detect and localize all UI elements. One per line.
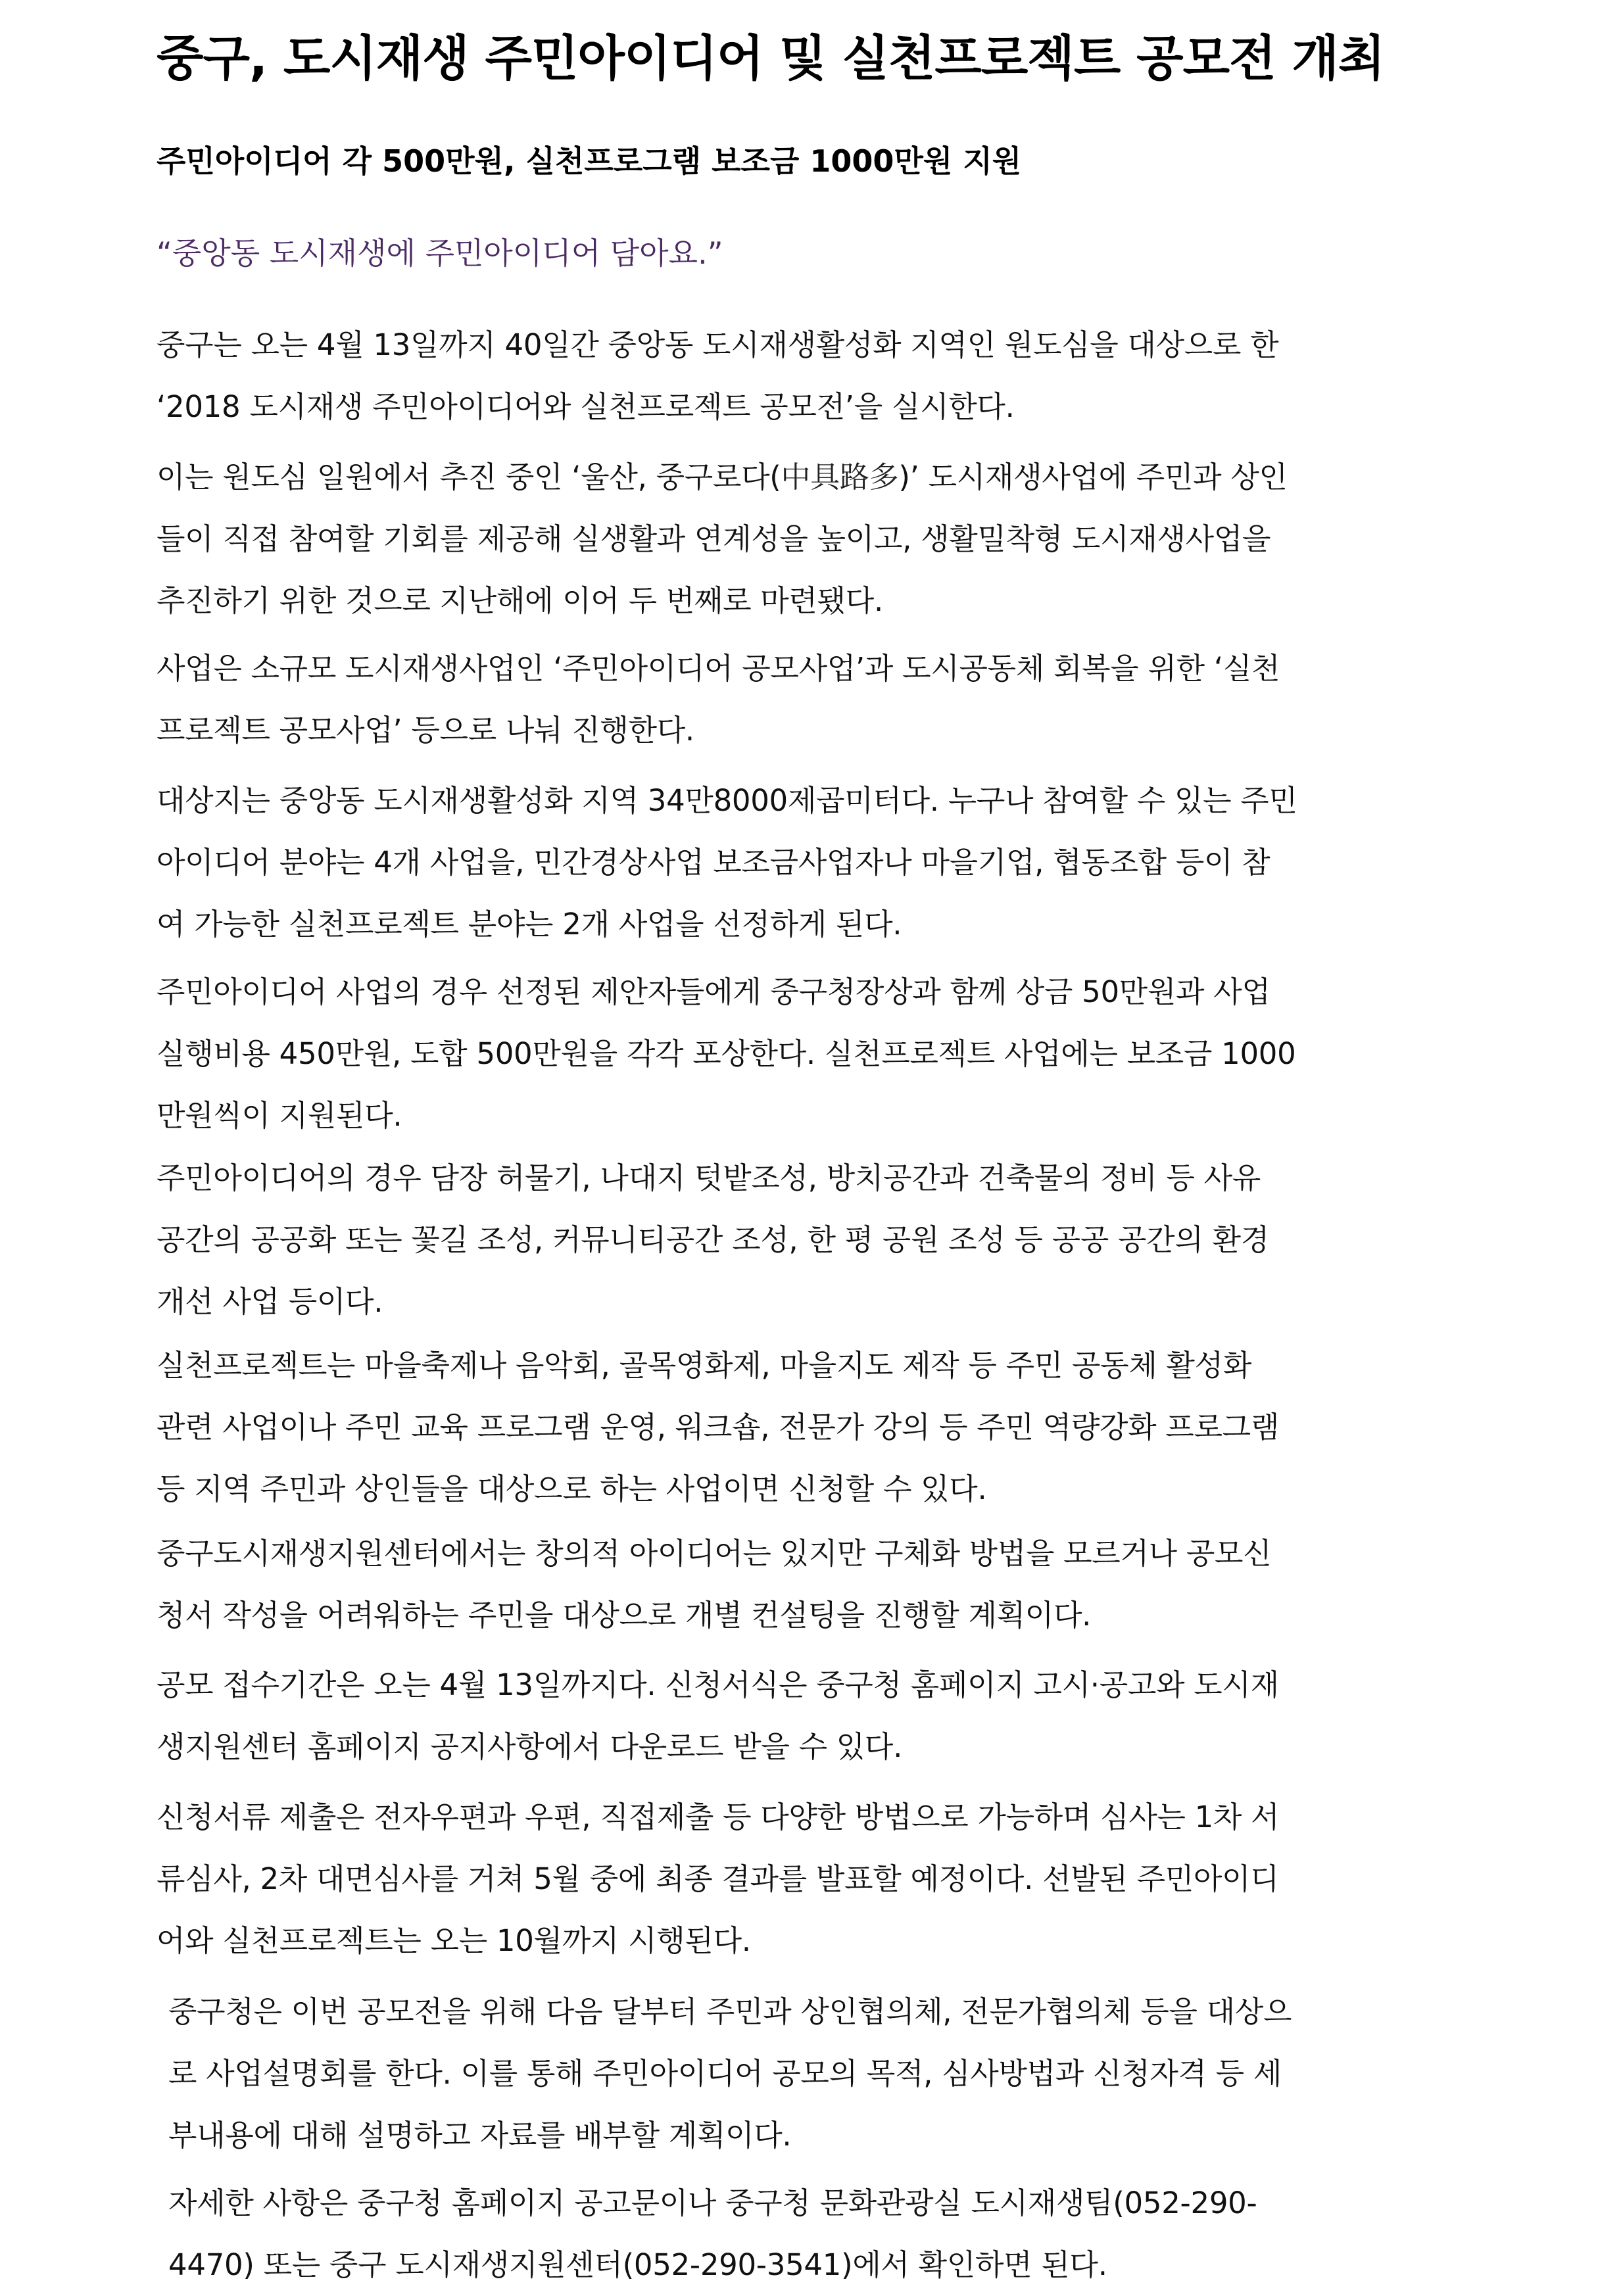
paragraph-line: 실행비용 450만원, 도합 500만원을 각각 포상한다. 실천프로젝트 사업에는 보조금 1000 [157, 1036, 1296, 1071]
paragraph-line: 실천프로젝트는 마을축제나 음악회, 골목영화제, 마을지도 제작 등 주민 공동체 활성화 [157, 1348, 1251, 1383]
paragraph-line: 관련 사업이나 주민 교육 프로그램 운영, 워크숍, 전문가 강의 등 주민 역량강화 프로그램 [157, 1410, 1280, 1445]
paragraph-line [157, 446, 1472, 508]
paragraph-2 [157, 446, 1472, 632]
article-quote: “중앙동 도시재생에 주민아이디어 담아요.” [157, 235, 723, 271]
paragraph-line: 중구도시재생지원센터에서는 창의적 아이디어는 있지만 구체화 방법을 모르거나 공모신 [157, 1536, 1272, 1571]
paragraph-7 [157, 1335, 1472, 1520]
paragraph-line: 공간의 공공화 또는 꽃길 조성, 커뮤니티공간 조성, 한 평 공원 조성 등 공공 공간의 환경 [157, 1222, 1269, 1257]
paragraph-line: 신청서류 제출은 전자우편과 우편, 직접제출 등 다양한 방법으로 가능하며 심사는 1차 서 [157, 1800, 1280, 1834]
paragraph-line: 공모 접수기간은 오는 4월 13일까지다. 신청서식은 중구청 홈페이지 고시·공고와 도시재 [157, 1667, 1279, 1702]
article-title: 중구, 도시재생 주민아이디어 및 실천프로젝트 공모전 개최 [157, 30, 1385, 87]
paragraph-line: 프로젝트 공모사업’ 등으로 나눠 진행한다. [157, 713, 694, 748]
paragraph-1 [157, 314, 1472, 438]
paragraph-line: 청서 작성을 어려워하는 주민을 대상으로 개별 컨설팅을 진행할 계획이다. [157, 1598, 1092, 1633]
paragraph-line: 중구청은 이번 공모전을 위해 다음 달부터 주민과 상인협의체, 전문가협의체 등을 대상으 [168, 1994, 1292, 2029]
paragraph-12 [168, 2172, 1484, 2296]
paragraph-text: )’ 도시재생사업에 주민과 상인 [898, 460, 1288, 494]
paragraph-line: 들이 직접 참여할 기회를 제공해 실생활과 연계성을 높이고, 생활밀착형 도시재생사업을 [157, 521, 1271, 556]
paragraph-4 [157, 770, 1472, 955]
paragraph-line: 4470) 또는 중구 도시재생지원센터(052-290-3541)에서 확인하면 된다. [168, 2247, 1107, 2282]
paragraph-line: 만원씩이 지원된다. [157, 1098, 402, 1133]
paragraph-line: 사업은 소규모 도시재생사업인 ‘주민아이디어 공모사업’과 도시공동체 회복을 위한 ‘실천 [157, 651, 1280, 686]
paragraph-11 [168, 1981, 1484, 2166]
paragraph-line: ‘2018 도시재생 주민아이디어와 실천프로젝트 공모전’을 실시한다. [157, 389, 1015, 424]
hanja-text: 中具路多 [781, 460, 899, 494]
paragraph-10 [157, 1786, 1472, 1972]
paragraph-line: 주민아이디어 사업의 경우 선정된 제안자들에게 중구청장상과 함께 상금 50만원과 사업 [157, 974, 1270, 1009]
paragraph-line: 생지원센터 홈페이지 공지사항에서 다운로드 받을 수 있다. [157, 1729, 903, 1764]
paragraph-line: 로 사업설명회를 한다. 이를 통해 주민아이디어 공모의 목적, 심사방법과 신청자격 등 세 [168, 2056, 1282, 2091]
paragraph-line: 자세한 사항은 중구청 홈페이지 공고문이나 중구청 문화관광실 도시재생팀(052-290- [168, 2186, 1257, 2220]
paragraph-line: 개선 사업 등이다. [157, 1284, 383, 1319]
paragraph-8 [157, 1523, 1472, 1646]
paragraph-line: 부내용에 대해 설명하고 자료를 배부할 계획이다. [168, 2118, 792, 2153]
paragraph-line: 주민아이디어의 경우 담장 허물기, 나대지 텃밭조성, 방치공간과 건축물의 정비 등 사유 [157, 1160, 1261, 1195]
paragraph-5 [157, 961, 1472, 1147]
paragraph-9 [157, 1654, 1472, 1778]
article-subtitle: 주민아이디어 각 500만원, 실천프로그램 보조금 1000만원 지원 [157, 143, 1022, 179]
paragraph-line: 아이디어 분야는 4개 사업을, 민간경상사업 보조금사업자나 마을기업, 협동조합 등이 참 [157, 845, 1270, 880]
paragraph-line: 대상지는 중앙동 도시재생활성화 지역 34만8000제곱미터다. 누구나 참여할 수 있는 주민 [157, 783, 1297, 818]
paragraph-line: 류심사, 2차 대면심사를 거쳐 5월 중에 최종 결과를 발표할 예정이다. 선발된 주민아이디 [157, 1861, 1279, 1896]
paragraph-line: 어와 실천프로젝트는 오는 10월까지 시행된다. [157, 1923, 751, 1958]
paragraph-line: 등 지역 주민과 상인들을 대상으로 하는 사업이면 신청할 수 있다. [157, 1471, 987, 1506]
paragraph-line: 여 가능한 실천프로젝트 분야는 2개 사업을 선정하게 된다. [157, 907, 902, 942]
paragraph-3 [157, 638, 1472, 761]
paragraph-6 [157, 1147, 1472, 1333]
paragraph-text: 이는 원도심 일원에서 추진 중인 ‘울산, 중구로다( [157, 460, 781, 494]
paragraph-line: 중구는 오는 4월 13일까지 40일간 중앙동 도시재생활성화 지역인 원도심을 대상으로 한 [157, 327, 1279, 362]
paragraph-line: 추진하기 위한 것으로 지난해에 이어 두 번째로 마련됐다. [157, 583, 883, 618]
